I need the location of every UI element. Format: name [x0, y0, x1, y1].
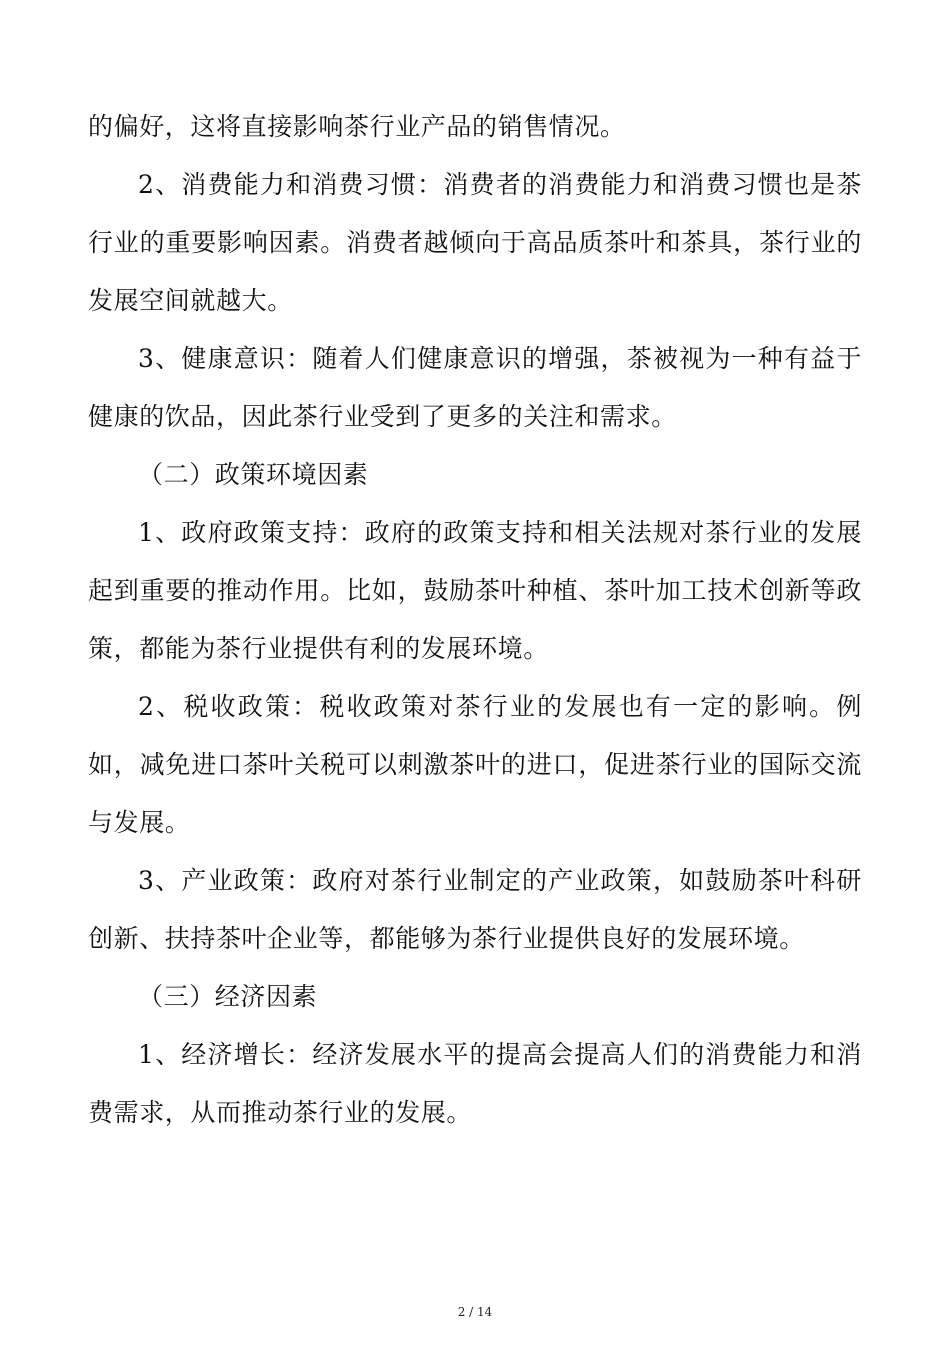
paragraph-government-support: 1、政府政策支持：政府的政策支持和相关法规对茶行业的发展起到重要的推动作用。比如，鼓励茶叶种植、茶叶加工技术创新等政策，都能为茶行业提供有利的发展环境。: [88, 518, 862, 663]
paragraph-consumption-habits: 2、消费能力和消费习惯：消费者的消费能力和消费习惯也是茶行业的重要影响因素。消费者越倾向于高品质茶叶和茶具，茶行业的发展空间就越大。: [88, 170, 862, 315]
section-heading-economy: （三）经济因素: [138, 982, 318, 1011]
paragraph-health-awareness: 3、健康意识：随着人们健康意识的增强，茶被视为一种有益于健康的饮品，因此茶行业受到了更多的关注和需求。: [88, 344, 862, 431]
paragraph-continuation: 的偏好，这将直接影响茶行业产品的销售情况。: [88, 112, 626, 141]
document-body: [88, 98, 862, 1142]
paragraph-tax-policy: 2、税收政策：税收政策对茶行业的发展也有一定的影响。例如，减免进口茶叶关税可以刺激茶叶的进口，促进茶行业的国际交流与发展。: [88, 692, 862, 837]
paragraph-economic-growth: 1、经济增长：经济发展水平的提高会提高人们的消费能力和消费需求，从而推动茶行业的发展。: [88, 1040, 862, 1127]
paragraph-industry-policy: 3、产业政策：政府对茶行业制定的产业政策，如鼓励茶叶科研创新、扶持茶叶企业等，都能够为茶行业提供良好的发展环境。: [88, 866, 862, 953]
page-number: 2 / 14: [457, 1305, 493, 1319]
section-heading-policy: （二）政策环境因素: [138, 460, 369, 489]
